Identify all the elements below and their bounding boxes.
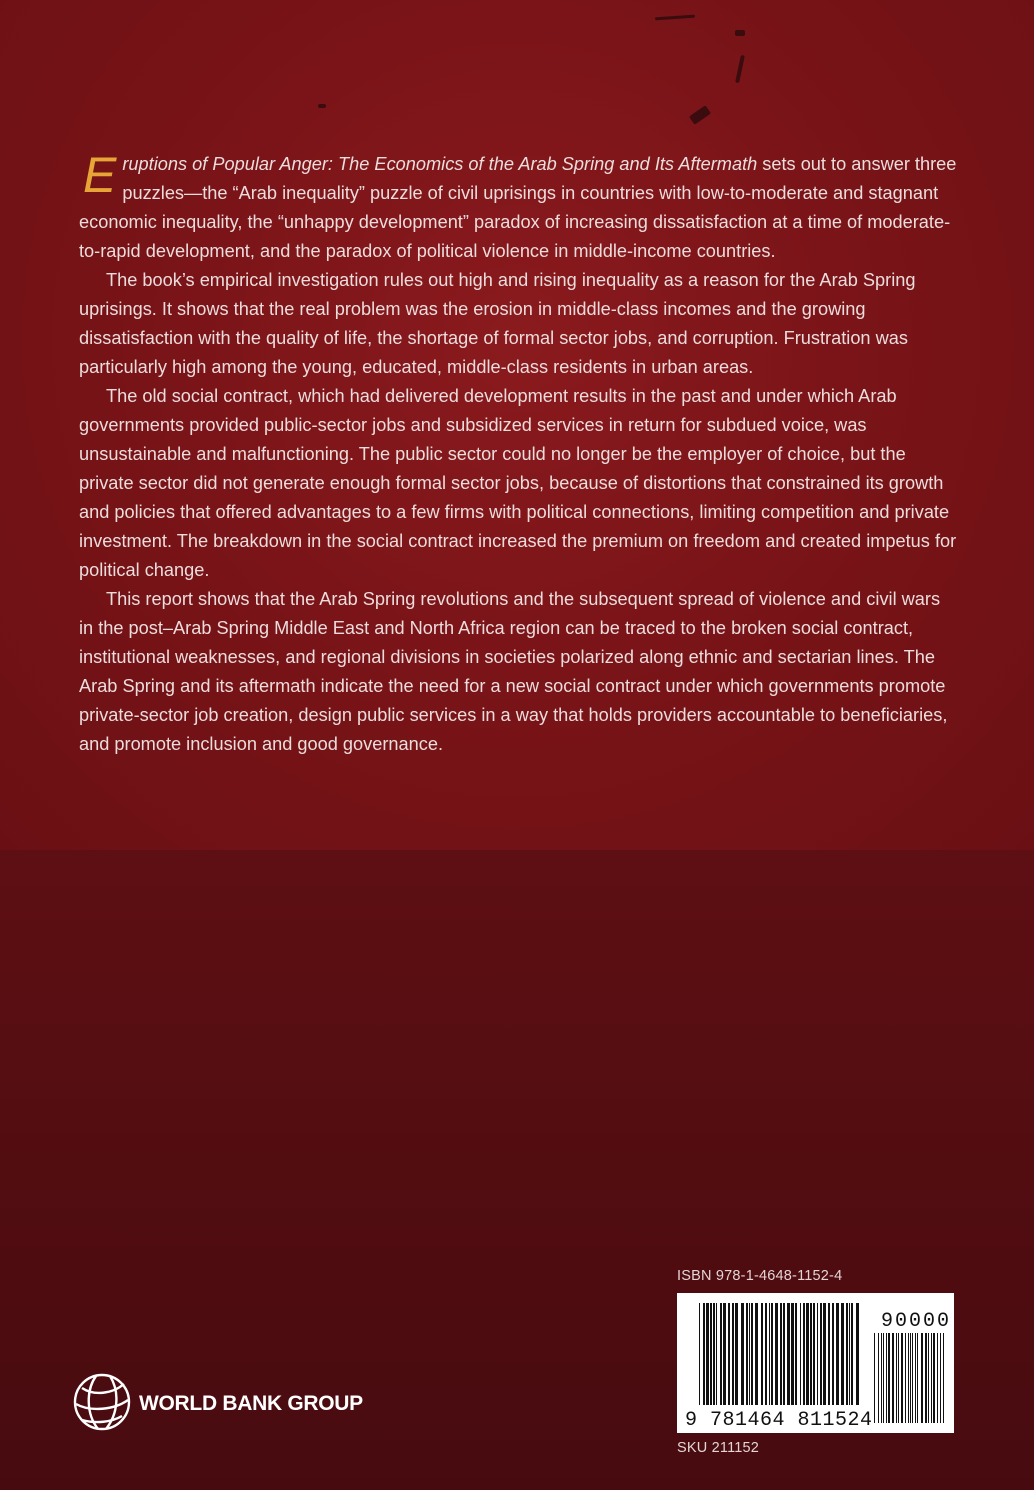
isbn-barcode [677,1293,954,1433]
barcode-bar [806,1303,809,1405]
isbn-label: ISBN 978-1-4648-1152-4 [677,1268,843,1284]
barcode-bar [751,1303,753,1405]
barcode-bar [881,1333,882,1423]
barcode-bar [828,1303,830,1405]
barcode-bar [943,1333,944,1423]
barcode-bar [703,1303,705,1405]
drop-cap: E [83,147,117,203]
ean-digits: 9 781464 811524 [685,1409,873,1432]
barcode-bar [856,1303,859,1405]
blurb-paragraph-2: The book’s empirical investigation rules out high and rising inequality as a reason for the Arab Spring uprisings. It shows that the real problem was the erosion in middle-class incomes and the growing dissatisfaction with the quality of life, the shortage of formal sector jobs, and corruption. Frustration was particularly high among the young, educated, middle-class residents in urban areas. [79,270,916,377]
barcode-bar [810,1303,812,1405]
barcode-bar [723,1303,726,1405]
barcode-bar [883,1333,884,1423]
barcode-bar [921,1333,923,1423]
barcode-bar [820,1303,822,1405]
barcode-bar [849,1303,850,1405]
book-title-italic: ruptions of Popular Anger: The Economics of the Arab Spring and Its Aftermath [122,154,758,174]
barcode-bar [813,1303,815,1405]
barcode-bar [915,1333,916,1423]
scuff-mark [735,30,745,36]
back-cover-blurb [79,147,959,759]
scuff-mark [318,104,326,108]
barcode-bar [741,1303,744,1405]
barcode-bar [735,1303,738,1405]
barcode-bar [775,1303,778,1405]
barcode-bar [841,1303,844,1405]
barcode-bar [749,1303,750,1405]
barcode-bar [771,1303,773,1405]
barcode-bar [791,1303,794,1405]
barcode-bar [851,1303,853,1405]
barcode-bar [917,1333,918,1423]
price-code: 90000 [881,1310,952,1333]
blurb-paragraph-1-text: sets out to answer three puzzles—the “Arab inequality” puzzle of civil uprisings in countries with low-to-moderate and stagnant economic inequality, the “unhappy development” paradox of increasing dissatisfaction at a time of moderate-to-rapid development, and the paradox of political violence in middle-income countries. [79,154,957,261]
barcode-bar [765,1303,767,1405]
barcode-bar [787,1303,790,1405]
barcode-bar [874,1333,875,1423]
barcode-bar [780,1303,782,1405]
barcode-bar [910,1333,911,1423]
barcode-bar [908,1333,909,1423]
barcode-bar [746,1303,748,1405]
barcode-bar [800,1303,801,1405]
barcode-bar [795,1303,797,1405]
barcode-bar [836,1303,839,1405]
barcode-bar [720,1303,722,1405]
barcode-bar [901,1333,903,1423]
sku-label: SKU 211152 [677,1440,760,1456]
barcode-bar [905,1333,906,1423]
barcode-bar [761,1303,763,1405]
barcode-bar [898,1333,899,1423]
barcode-bar [940,1333,941,1423]
barcode-bar [846,1303,848,1405]
barcode-bar [832,1303,834,1405]
blurb-paragraph-1 [79,147,959,266]
barcode-bar [937,1333,938,1423]
barcode-bar [896,1333,897,1423]
barcode-bar [699,1303,700,1405]
barcode-bar [706,1303,709,1405]
blurb-paragraph-3: The old social contract, which had delivered development results in the past and under which Arab governments provided public-sector jobs and subsidized services in return for subdued voice, was unsustainable and malfunctioning. The public sector could no longer be the employer of choice, but the private sector did not generate enough formal sector jobs, because of distortions that constrained its growth and policies that offered advantages to a few firms with political connections, limiting competition and private investment. The breakdown in the social contract increased the premium on freedom and created impetus for political change. [79,386,957,580]
barcode-bar [928,1333,929,1423]
barcode-bar [713,1303,715,1405]
globe-icon [72,1372,132,1437]
world-bank-group-logo [72,1374,363,1434]
barcode-bar [931,1333,932,1423]
barcode-bar [925,1333,927,1423]
barcode-bar [716,1303,717,1405]
barcode-bar [755,1303,758,1405]
blurb-paragraph-4: This report shows that the Arab Spring revolutions and the subsequent spread of violence and civil wars in the post–Arab Spring Middle East and North Africa region can be traced to the broken social contract, institutional weaknesses, and regional divisions in societies polarized along ethnic and sectarian lines. The Arab Spring and its aftermath indicate the need for a new social contract under which governments promote private-sector job creation, design public services in a way that holds providers accountable to beneficiaries, and promote inclusion and good governance. [79,589,948,754]
barcode-bar [803,1303,805,1405]
barcode-bar [892,1333,894,1423]
barcode-bar [888,1333,890,1423]
barcode-bar [886,1333,887,1423]
barcode-bar [769,1303,770,1405]
barcode-bar [732,1303,734,1405]
barcode-bar [783,1303,785,1405]
barcode-bar [912,1333,913,1423]
publisher-name: WORLD BANK GROUP [139,1392,363,1415]
barcode-bar [728,1303,730,1405]
barcode-bar [817,1303,818,1405]
barcode-bar [878,1333,879,1423]
barcode-graphic [677,1293,954,1433]
barcode-bar [823,1303,826,1405]
barcode-bar [933,1333,935,1423]
barcode-bar [710,1303,712,1405]
